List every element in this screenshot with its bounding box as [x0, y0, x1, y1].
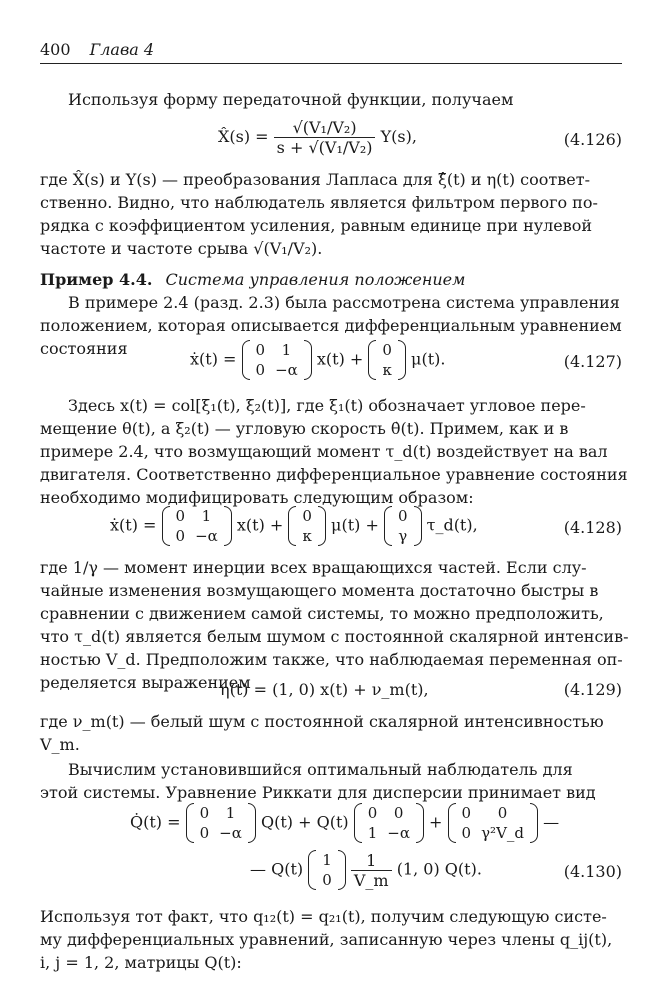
- matrix-A: [162, 506, 232, 546]
- eq-rhs: Y(s),: [380, 127, 417, 146]
- eq-body: η(t) = (1, 0) x(t) + ν_m(t),: [220, 680, 429, 699]
- equation-4-130-line-2: [40, 850, 622, 896]
- matrix-cell: γ²V_d: [481, 824, 525, 842]
- matrix-cell: 1: [225, 804, 236, 822]
- matrix-cell: 0: [497, 804, 508, 822]
- equation-number: (4.126): [563, 130, 622, 149]
- text-line: i, j = 1, 2, матрицы Q(t):: [40, 953, 242, 972]
- matrix-cell: 0: [461, 824, 472, 842]
- eq-lhs: ẋ(t) =: [190, 349, 237, 369]
- equation-4-127: [40, 340, 622, 386]
- text-line: ностью V_d. Предположим также, что наблюдаемая переменная оп-: [40, 650, 623, 669]
- matrix-cell: 0: [175, 507, 186, 525]
- matrix-cell: 0: [175, 527, 186, 545]
- matrix-cell: 0: [367, 804, 378, 822]
- text-line: Здесь x(t) = col[ξ₁(t), ξ₂(t)], где ξ₁(t) обозначает угловое пере-: [68, 396, 586, 415]
- text-line: рядка с коэффициентом усиления, равным единице при нулевой: [40, 216, 593, 235]
- text-line: ственно. Видно, что наблюдатель является фильтром первого по-: [40, 193, 598, 212]
- matrix-cell: 0: [461, 804, 472, 822]
- equation-number: (4.129): [563, 680, 622, 699]
- eq-numerator: 1: [351, 851, 392, 871]
- eq-lhs: X̂(s) =: [218, 127, 269, 146]
- eq-lhs: Q̇(t) =: [130, 812, 181, 832]
- matrix-cell: 1: [201, 507, 212, 525]
- text-line: сравнении с движением самой системы, то можно предположить,: [40, 604, 604, 623]
- eq-rhs: τ_d(t),: [426, 515, 478, 535]
- paragraph-6: [40, 710, 622, 756]
- chapter-label: Глава 4: [89, 40, 155, 59]
- eq-term: x(t) +: [316, 349, 364, 369]
- equation-number: (4.128): [563, 518, 622, 537]
- text-line: ределяется выражением: [40, 673, 251, 692]
- text-line: положением, которая описывается дифференциальным уравнением: [40, 316, 622, 335]
- text-line: где ν_m(t) — белый шум с постоянной скалярной интенсивностью: [40, 712, 604, 731]
- matrix-B: [288, 506, 326, 546]
- equation-number: (4.127): [563, 352, 622, 371]
- header-rule: [40, 63, 622, 64]
- text-line: частоте и частоте срыва √(V₁/V₂).: [40, 239, 323, 258]
- text-line: необходимо модифицировать следующим образом:: [40, 488, 474, 507]
- text-line: V_m.: [40, 735, 80, 754]
- eq-lhs: ẋ(t) =: [110, 515, 157, 535]
- matrix-cell: 1: [281, 341, 292, 359]
- eq-term: Q(t) + Q(t): [260, 812, 349, 832]
- matrix-B: [368, 340, 406, 380]
- matrix-cell: 1: [367, 824, 378, 842]
- matrix-cell: 0: [255, 341, 266, 359]
- text-line: где X̂(s) и Y(s) — преобразования Лапласа для ξ̂(t) и η(t) соответ-: [40, 170, 590, 189]
- matrix-cell: −α: [219, 824, 242, 842]
- equation-number: (4.130): [563, 862, 622, 881]
- eq-lhs: — Q(t): [250, 859, 304, 879]
- text-line: состояния: [40, 339, 128, 358]
- paragraph-4: [40, 394, 628, 509]
- text-line: му дифференциальных уравнений, записанную через члены q_ij(t),: [40, 930, 613, 949]
- example-subtitle: Система управления положением: [165, 270, 466, 289]
- matrix-A: [186, 803, 256, 843]
- paragraph-5: [40, 556, 629, 694]
- equation-4-130-line-1: [40, 803, 622, 849]
- text-line: где 1/γ — момент инерции всех вращающихся частей. Если слу-: [40, 558, 587, 577]
- text-line: Используя тот факт, что q₁₂(t) = q₂₁(t), получим следующую систе-: [40, 907, 607, 926]
- matrix-cell: 1: [322, 851, 332, 869]
- matrix-cell: 0: [397, 507, 408, 525]
- matrix-cell: 0: [382, 341, 392, 359]
- matrix-cell: −α: [275, 361, 298, 379]
- text-line: мещение θ(t), а ξ₂(t) — угловую скорость θ̇(t). Примем, как и в: [40, 419, 569, 438]
- eq-denominator: s + √(V₁/V₂): [276, 138, 373, 157]
- matrix-A-transpose: [354, 803, 424, 843]
- example-title: Пример 4.4.: [40, 270, 153, 289]
- equation-4-128: [40, 506, 622, 552]
- matrix-cell: 0: [255, 361, 266, 379]
- text-line: что τ_d(t) является белым шумом с постоянной скалярной интенсив-: [40, 627, 629, 646]
- matrix-D: [448, 803, 538, 843]
- eq-rhs: μ(t).: [411, 349, 446, 369]
- text-line: чайные изменения возмущающего момента достаточно быстры в: [40, 581, 599, 600]
- eq-term: +: [429, 812, 443, 832]
- eq-rhs: (1, 0) Q(t).: [396, 859, 482, 879]
- eq-term: —: [543, 812, 560, 832]
- eq-denominator: V_m: [353, 870, 389, 890]
- text-line: примере 2.4, что возмущающий момент τ_d(t) воздействует на вал: [40, 442, 608, 461]
- text-line: двигателя. Соответственно дифференциальное уравнение состояния: [40, 465, 628, 484]
- text-line: этой системы. Уравнение Риккати для дисперсии принимает вид: [40, 783, 596, 802]
- matrix-cell: κ: [382, 361, 392, 379]
- matrix-cell: 0: [302, 507, 312, 525]
- paragraph-1: [40, 88, 622, 111]
- eq-fraction: [274, 118, 376, 157]
- equation-4-129: [40, 680, 622, 708]
- matrix-cell: κ: [302, 527, 312, 545]
- eq-fraction: [351, 851, 392, 890]
- matrix-cell: 0: [199, 804, 210, 822]
- paragraph-2: [40, 168, 622, 260]
- eq-numerator: √(V₁/V₂): [274, 118, 376, 138]
- equation-4-126: [40, 118, 622, 164]
- matrix-cell: γ: [398, 527, 408, 545]
- eq-term: x(t) +: [236, 515, 284, 535]
- eq-term: μ(t) +: [331, 515, 379, 535]
- text-line: Используя форму передаточной функции, получаем: [68, 90, 514, 109]
- matrix-cell: 0: [199, 824, 210, 842]
- paragraph-7: [40, 758, 622, 804]
- matrix-A: [242, 340, 312, 380]
- page-number: 400: [40, 40, 71, 59]
- example-heading: [40, 268, 622, 291]
- text-line: Вычислим установившийся оптимальный наблюдатель для: [68, 760, 573, 779]
- matrix-C: [384, 506, 422, 546]
- page-header: [40, 40, 154, 59]
- matrix-cell: 0: [322, 871, 332, 889]
- matrix-E: [308, 850, 346, 890]
- matrix-cell: −α: [195, 527, 218, 545]
- text-line: В примере 2.4 (разд. 2.3) была рассмотрена система управления: [68, 293, 620, 312]
- paragraph-8: [40, 905, 622, 974]
- matrix-cell: 0: [393, 804, 404, 822]
- matrix-cell: −α: [387, 824, 410, 842]
